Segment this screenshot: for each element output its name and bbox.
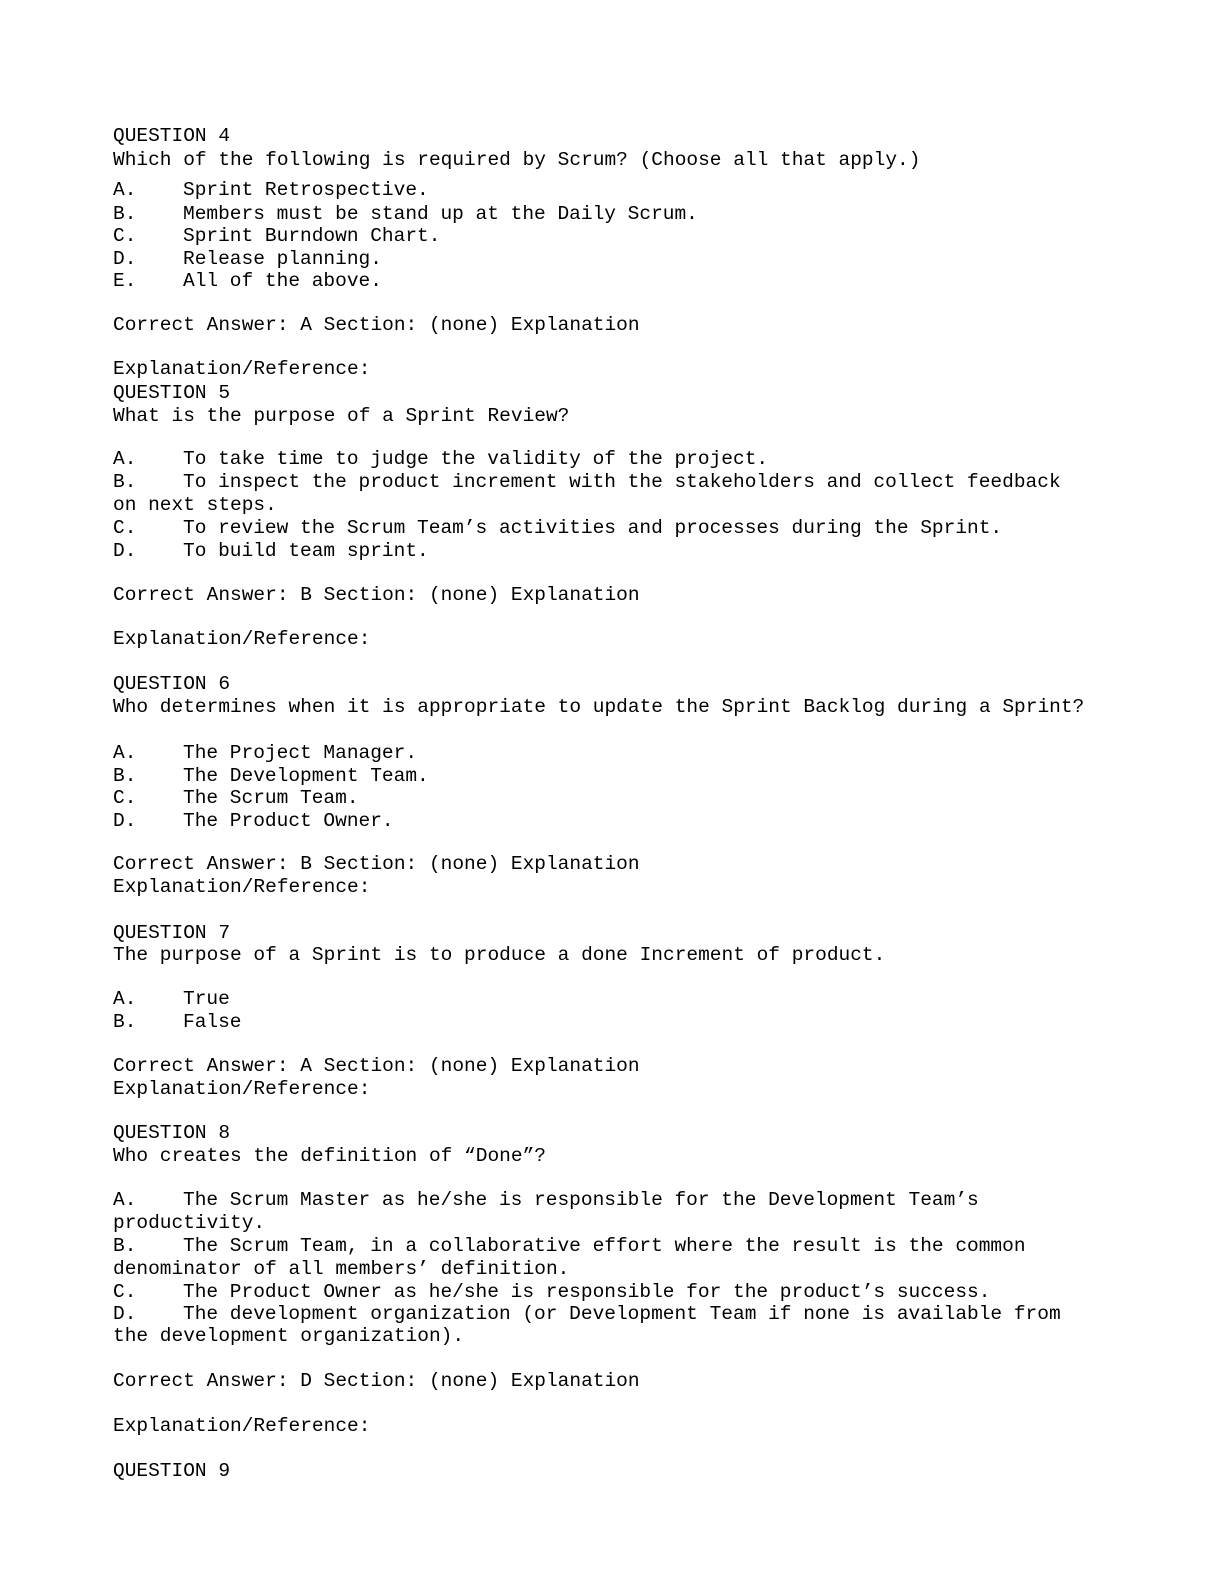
question-heading: QUESTION 4 — [113, 125, 231, 147]
answer-option — [113, 1303, 1061, 1325]
correct-answer: Correct Answer: B Section: (none) Explanation — [113, 853, 640, 875]
answer-option — [113, 1011, 242, 1033]
option-continuation: productivity. — [113, 1212, 266, 1234]
option-text: The Product Owner. — [183, 810, 394, 832]
option-text: To take time to judge the validity of the project. — [183, 448, 769, 470]
option-text: The Scrum Team, in a collaborative effort where the result is the common — [183, 1235, 1026, 1257]
answer-option — [113, 787, 359, 809]
option-text: To inspect the product increment with the stakeholders and collect feedback — [183, 471, 1061, 493]
option-letter: D. — [113, 810, 137, 832]
option-text: The Scrum Master as he/she is responsible for the Development Team’s — [183, 1189, 979, 1211]
option-letter: B. — [113, 765, 137, 787]
option-text: All of the above. — [183, 270, 382, 292]
question-prompt: Which of the following is required by Scrum? (Choose all that apply.) — [113, 149, 921, 171]
option-letter: C. — [113, 787, 137, 809]
correct-answer: Correct Answer: B Section: (none) Explanation — [113, 584, 640, 606]
option-text: The Scrum Team. — [183, 787, 359, 809]
question-prompt: Who determines when it is appropriate to update the Sprint Backlog during a Sprint? — [113, 696, 1085, 718]
option-continuation: the development organization). — [113, 1325, 465, 1347]
correct-answer: Correct Answer: A Section: (none) Explanation — [113, 1055, 640, 1077]
option-letter: C. — [113, 1281, 137, 1303]
question-heading: QUESTION 9 — [113, 1460, 231, 1482]
option-letter: D. — [113, 248, 137, 270]
question-prompt: What is the purpose of a Sprint Review? — [113, 405, 570, 427]
answer-option — [113, 248, 382, 270]
answer-option — [113, 1189, 979, 1211]
answer-option — [113, 517, 1002, 539]
answer-option — [113, 203, 698, 225]
option-text: Sprint Retrospective. — [183, 179, 429, 201]
option-letter: D. — [113, 540, 137, 562]
answer-option — [113, 540, 429, 562]
option-letter: B. — [113, 1011, 137, 1033]
option-letter: B. — [113, 471, 137, 493]
option-letter: B. — [113, 203, 137, 225]
question-heading: QUESTION 6 — [113, 673, 231, 695]
answer-option — [113, 765, 429, 787]
answer-option — [113, 179, 429, 201]
option-letter: C. — [113, 225, 137, 247]
option-letter: B. — [113, 1235, 137, 1257]
correct-answer: Correct Answer: A Section: (none) Explanation — [113, 314, 640, 336]
question-prompt: The purpose of a Sprint is to produce a done Increment of product. — [113, 944, 886, 966]
explanation-reference: Explanation/Reference: — [113, 1415, 371, 1437]
option-text: Members must be stand up at the Daily Scrum. — [183, 203, 698, 225]
explanation-reference: Explanation/Reference: — [113, 358, 371, 380]
answer-option — [113, 1235, 1026, 1257]
option-text: True — [183, 988, 230, 1010]
answer-option — [113, 810, 394, 832]
option-letter: C. — [113, 517, 137, 539]
option-text: The development organization (or Development Team if none is available from — [183, 1303, 1061, 1325]
answer-option — [113, 988, 230, 1010]
answer-option — [113, 270, 382, 292]
option-letter: A. — [113, 1189, 137, 1211]
answer-option — [113, 1281, 990, 1303]
option-letter: A. — [113, 179, 137, 201]
option-text: The Project Manager. — [183, 742, 418, 764]
question-heading: QUESTION 5 — [113, 382, 231, 404]
option-continuation: denominator of all members’ definition. — [113, 1258, 570, 1280]
answer-option — [113, 448, 768, 470]
answer-option — [113, 742, 417, 764]
question-heading: QUESTION 8 — [113, 1122, 231, 1144]
option-text: To build team sprint. — [183, 540, 429, 562]
option-text: False — [183, 1011, 242, 1033]
explanation-reference: Explanation/Reference: — [113, 876, 371, 898]
question-heading: QUESTION 7 — [113, 922, 231, 944]
option-continuation: on next steps. — [113, 494, 277, 516]
option-text: The Development Team. — [183, 765, 429, 787]
option-text: To review the Scrum Team’s activities and processes during the Sprint. — [183, 517, 1003, 539]
answer-option — [113, 471, 1061, 493]
option-letter: D. — [113, 1303, 137, 1325]
option-letter: A. — [113, 742, 137, 764]
option-text: The Product Owner as he/she is responsible for the product’s success. — [183, 1281, 991, 1303]
option-text: Release planning. — [183, 248, 382, 270]
correct-answer: Correct Answer: D Section: (none) Explanation — [113, 1370, 640, 1392]
option-letter: E. — [113, 270, 137, 292]
explanation-reference: Explanation/Reference: — [113, 628, 371, 650]
explanation-reference: Explanation/Reference: — [113, 1078, 371, 1100]
option-letter: A. — [113, 448, 137, 470]
option-letter: A. — [113, 988, 137, 1010]
answer-option — [113, 225, 440, 247]
question-prompt: Who creates the definition of “Done”? — [113, 1145, 546, 1167]
option-text: Sprint Burndown Chart. — [183, 225, 441, 247]
